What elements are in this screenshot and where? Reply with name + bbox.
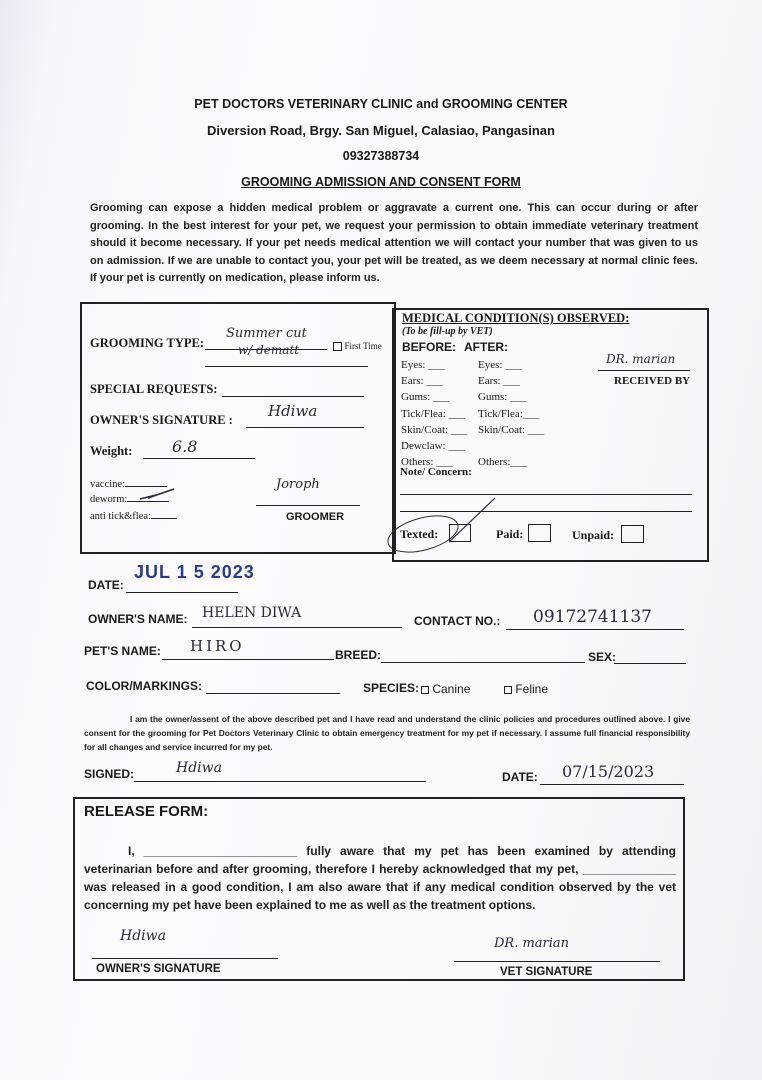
consent-date-label: DATE: [502, 770, 538, 784]
contact-value[interactable]: 09172741137 [533, 607, 652, 627]
date-line [126, 592, 238, 593]
deworm-line[interactable] [127, 501, 169, 502]
received-by-value[interactable]: DR. marian [606, 352, 676, 366]
signed-label: SIGNED: [84, 767, 135, 781]
owner-signature-line [246, 427, 364, 428]
groomer-label: GROOMER [286, 511, 345, 523]
after-spacer [478, 438, 544, 454]
before-eyes[interactable]: Eyes: ___ [401, 359, 445, 371]
grooming-type-line-2 [205, 366, 368, 367]
canine-option[interactable] [421, 682, 470, 696]
groomer-signature[interactable]: Joroph [276, 477, 320, 492]
grooming-type-value-2[interactable]: w/ dematt [238, 343, 300, 357]
medical-title: MEDICAL CONDITION(S) OBSERVED: [402, 311, 630, 325]
release-owner-signature-label: OWNER'S SIGNATURE [96, 963, 221, 975]
canine-label: Canine [432, 682, 471, 696]
unpaid-checkbox[interactable] [621, 525, 644, 543]
first-time-checkbox-box[interactable] [333, 342, 342, 351]
contact-line [506, 629, 684, 630]
groomer-line [256, 505, 360, 506]
before-ears[interactable]: Ears: ___ [401, 375, 443, 388]
date-stamp[interactable]: JUL 1 5 2023 [134, 562, 255, 582]
owner-signature-value[interactable]: Hdiwa [268, 402, 318, 420]
pet-name-line [162, 659, 334, 660]
weight-label: Weight: [90, 444, 133, 458]
weight-line [143, 458, 255, 459]
signed-line [134, 781, 426, 782]
release-owner-line [92, 958, 278, 959]
grooming-type-label: GROOMING TYPE: [90, 336, 205, 350]
deworm-check-mark [138, 487, 178, 501]
release-owner-signature-value[interactable]: Hdiwa [120, 928, 166, 944]
owner-name-label: OWNER'S NAME: [88, 612, 188, 626]
form-title: GROOMING ADMISSION AND CONSENT FORM [241, 175, 521, 189]
intro-paragraph: Grooming can expose a hidden medical problem or aggravate a current one. This can occur during or after grooming. In the best interest for your pet, we request your permission to obtain immediate veterinary treatment should it become necessary. If your pet needs medical attention we will contact your number that was given to us on admission. If we are unable to contact you, your pet will be treated, as we deem necessary at normal clinic fees. If your pet is currently on medication, please inform us. [90, 202, 698, 284]
owner-name-line [192, 627, 402, 628]
sex-label: SEX: [588, 650, 617, 664]
special-requests-line[interactable] [222, 396, 364, 397]
after-skincoat[interactable]: Skin/Coat: ___ [478, 423, 545, 436]
before-list [401, 357, 467, 470]
vaccine-text: vaccine: [90, 479, 125, 490]
paid-checkbox[interactable] [528, 524, 551, 542]
antitick-label [90, 511, 177, 522]
pet-name-value[interactable]: HIRO [190, 637, 245, 655]
feline-checkbox[interactable] [504, 686, 512, 694]
first-time-label: First Time [344, 341, 382, 351]
color-markings-label: COLOR/MARKINGS: [86, 679, 202, 693]
special-requests-label: SPECIAL REQUESTS: [90, 382, 218, 396]
after-ears[interactable]: Ears: ___ [478, 375, 520, 388]
note-label: Note/ Concern: [400, 466, 472, 478]
consent-date-line [540, 784, 684, 785]
sex-line[interactable] [614, 663, 686, 664]
release-text: I, _______________________ fully aware that my pet has been examined by attending veterinarian before and after grooming, therefore I hereby acknowledged that my pet, ______________ was released in a good condition, I am also aware that if any medical condition observed by the vet concerning my pet have been explained to me as well as the treatment options. [84, 844, 676, 912]
color-markings-line[interactable] [206, 693, 340, 694]
date-label: DATE: [88, 578, 124, 592]
after-eyes[interactable]: Eyes: ___ [478, 359, 522, 371]
feline-label: Feline [515, 682, 549, 696]
antitick-line[interactable] [151, 518, 177, 519]
after-tickflea[interactable]: Tick/Flea:___ [478, 407, 540, 420]
vet-signature-line [454, 961, 660, 962]
antitick-text: anti tick&flea: [90, 511, 151, 522]
note-line-1[interactable] [400, 494, 692, 495]
canine-checkbox[interactable] [421, 686, 429, 694]
unpaid-label: Unpaid: [572, 528, 615, 542]
vet-signature-value[interactable]: DR. marian [494, 936, 570, 951]
texted-circle-mark [383, 496, 498, 556]
medical-subtitle: (To be fill-up by VET) [402, 326, 493, 337]
before-tickflea[interactable]: Tick/Flea: ___ [401, 407, 466, 420]
owner-signature-label: OWNER'S SIGNATURE : [90, 413, 233, 427]
pet-name-label: PET'S NAME: [84, 644, 161, 658]
weight-value[interactable]: 6.8 [172, 437, 198, 456]
received-by-line [598, 370, 690, 371]
breed-label: BREED: [335, 648, 382, 662]
deworm-text: deworm: [90, 494, 128, 505]
consent-text: I am the owner/assent of the above described pet and I have read and understand the clinic policies and procedures outlined above. I give consent for the grooming for Pet Doctors Veterinary Clinic to obtain emergency treatment for my pet if necessary. I assume full financial responsibility for all changes and service incurred for my pet. [84, 714, 690, 752]
feline-option[interactable] [504, 682, 548, 696]
owner-name-value[interactable]: HELEN DIWA [202, 605, 302, 621]
after-list [478, 357, 544, 470]
before-skincoat[interactable]: Skin/Coat: ___ [401, 423, 468, 436]
before-others[interactable]: Others: ___ [401, 456, 453, 469]
received-by-label: RECEIVED BY [614, 375, 691, 387]
consent-date-value[interactable]: 07/15/2023 [562, 762, 655, 781]
first-time-checkbox[interactable] [333, 341, 382, 351]
after-others[interactable]: Others:___ [478, 456, 527, 469]
before-label: BEFORE: [402, 340, 456, 354]
after-gums[interactable]: Gums: ___ [478, 391, 527, 404]
paid-label: Paid: [496, 527, 524, 541]
release-title: RELEASE FORM: [84, 803, 209, 820]
species-label: SPECIES: [363, 681, 420, 695]
clinic-address: Diversion Road, Brgy. San Miguel, Calasiao, Pangasinan [207, 123, 555, 138]
before-gums[interactable]: Gums: ___ [401, 391, 450, 404]
clinic-phone: 09327388734 [342, 149, 420, 163]
signed-value[interactable]: Hdiwa [176, 760, 222, 776]
vet-signature-label: VET SIGNATURE [500, 966, 593, 978]
clinic-name: PET DOCTORS VETERINARY CLINIC and GROOMING CENTER [194, 97, 568, 111]
after-label: AFTER: [464, 340, 508, 354]
before-dewclaw[interactable]: Dewclaw: ___ [401, 440, 465, 453]
contact-label: CONTACT NO.: [414, 614, 501, 628]
texted-label: Texted: [400, 527, 439, 541]
grooming-type-value-1[interactable]: Summer cut [226, 326, 307, 341]
breed-line[interactable] [381, 662, 585, 663]
